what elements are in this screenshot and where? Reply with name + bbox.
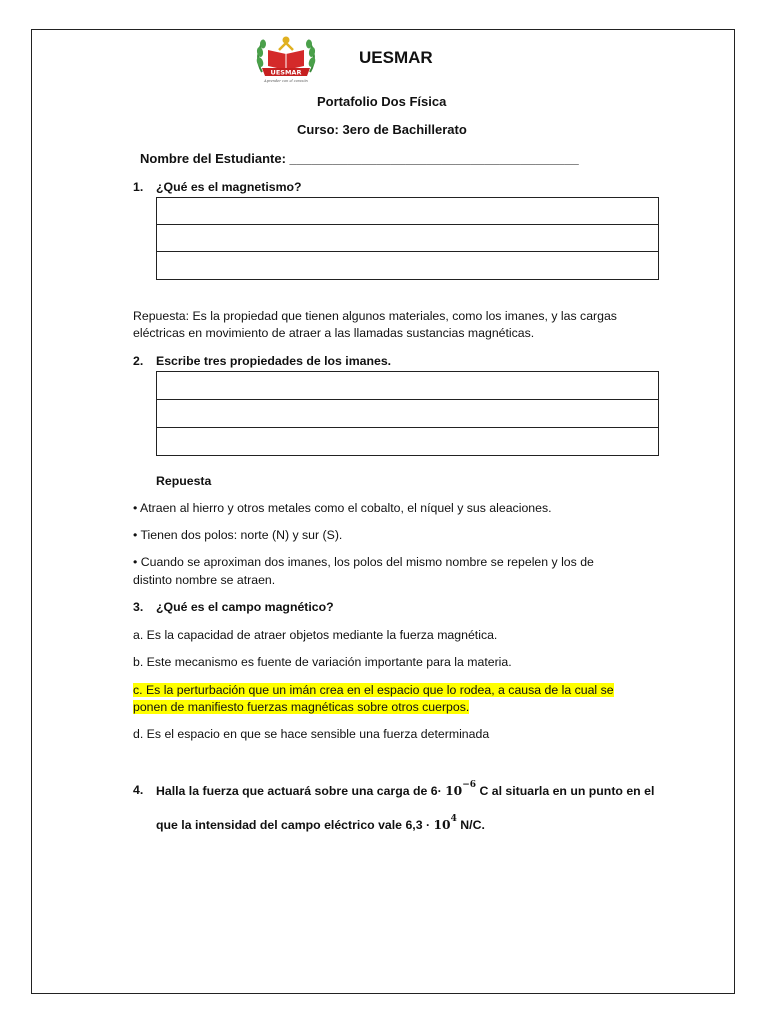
q3-option-c-line1: c. Es la perturbación que un imán crea en el espacio que lo rodea, a causa de la cual se [133, 683, 614, 697]
q1-answer-line2: eléctricas en movimiento de atraer a las llamadas sustancias magnéticas. [133, 326, 535, 340]
answer-line[interactable] [157, 400, 658, 428]
q4-line1: Halla la fuerza que actuará sobre una carga de $6\cdot 10^{-6}$ C al situarla en un punto en el [156, 780, 655, 798]
q1-text: ¿Qué es el magnetismo? [156, 180, 302, 194]
q2-text: Escribe tres propiedades de los imanes. [156, 354, 392, 368]
q2-number: 2. [133, 354, 144, 368]
answer-line[interactable] [157, 198, 658, 225]
q4-number: 4. [133, 783, 144, 797]
answer-line[interactable] [157, 252, 658, 279]
q2-bullet-3-line2: distinto nombre se atraen. [133, 573, 276, 587]
q3-number: 3. [133, 600, 144, 614]
student-name-label: Nombre del Estudiante: ________________________________________ [140, 151, 579, 166]
course-label: Curso: 3ero de Bachillerato [297, 122, 467, 137]
answer-line[interactable] [157, 225, 658, 252]
logo-motto: Aprender con el corazón [264, 79, 308, 83]
q2-bullet-1: • Atraen al hierro y otros metales como el cobalto, el níquel y sus aleaciones. [133, 501, 552, 515]
q1-answer-box[interactable] [156, 197, 659, 280]
q1-number: 1. [133, 180, 144, 194]
answer-line[interactable] [157, 372, 658, 400]
answer-line[interactable] [157, 428, 658, 455]
q3-option-b: b. Este mecanismo es fuente de variación importante para la materia. [133, 655, 512, 669]
logo-text: UESMAR [270, 68, 302, 77]
q3-option-c-line2: ponen de manifiesto fuerzas magnéticas sobre otros cuerpos. [133, 700, 470, 714]
q1-answer-line1: Repuesta: Es la propiedad que tienen algunos materiales, como los imanes, y las cargas [133, 309, 617, 323]
q2-bullet-2: • Tienen dos polos: norte (N) y sur (S). [133, 528, 343, 542]
q2-answer-box[interactable] [156, 371, 659, 456]
portfolio-title: Portafolio Dos Física [317, 94, 447, 109]
q4-line2: que la intensidad del campo eléctrico vale $6,3 \cdot 10^4$ N/C. [156, 814, 485, 832]
school-logo [252, 32, 320, 84]
school-name: UESMAR [359, 48, 433, 67]
q2-answer-heading: Repuesta [156, 474, 212, 488]
q3-option-a: a. Es la capacidad de atraer objetos mediante la fuerza magnética. [133, 628, 498, 642]
q3-option-d: d. Es el espacio en que se hace sensible una fuerza determinada [133, 727, 490, 741]
q2-bullet-3-line1: • Cuando se aproximan dos imanes, los polos del mismo nombre se repelen y los de [133, 555, 594, 569]
q3-text: ¿Qué es el campo magnético? [156, 600, 334, 614]
